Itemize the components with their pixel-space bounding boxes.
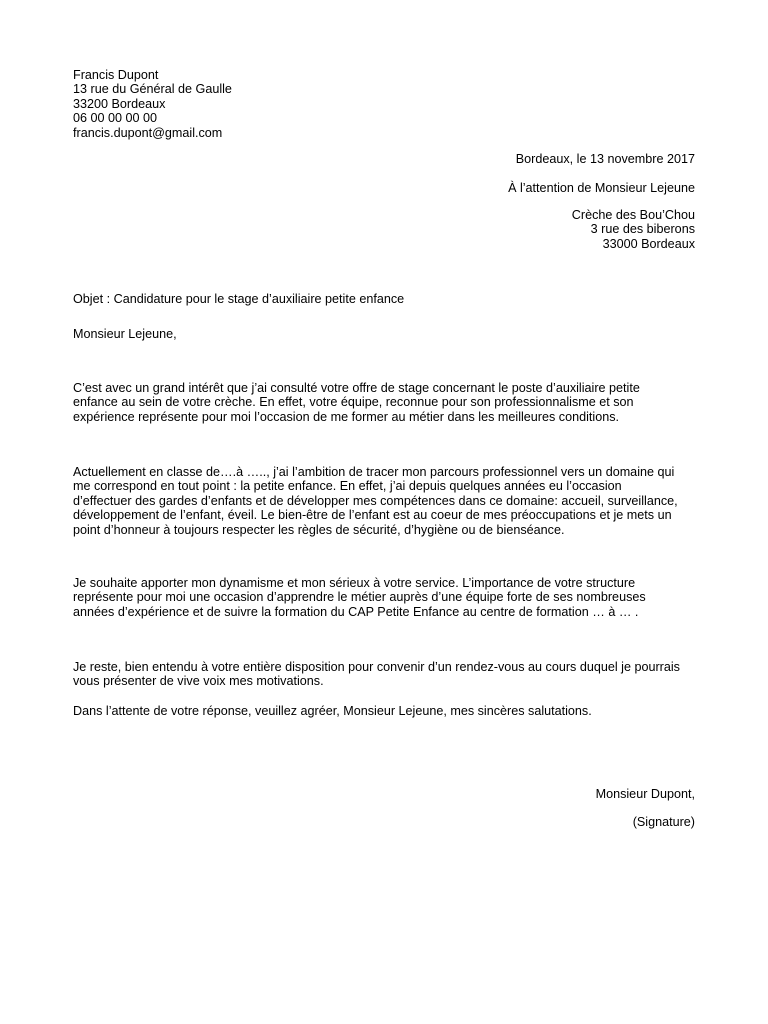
paragraph-line: Je souhaite apporter mon dynamisme et mon sérieux à votre service. L’importance de votre structure (73, 576, 636, 590)
signature-block (395, 815, 695, 829)
closing-name-block (395, 787, 695, 801)
attention-block (395, 181, 695, 195)
recipient-city: 33000 Bordeaux (602, 236, 695, 251)
paragraph-line: d’effectuer des gardes d’enfants et de développer mes compétences dans ce domaine: accueil, surveillance, (73, 493, 678, 508)
salutation: Monsieur Lejeune, (73, 327, 177, 341)
paragraph-closing (73, 704, 695, 718)
paragraph-line: Dans l’attente de votre réponse, veuillez agréer, Monsieur Lejeune, mes sincères salutations. (73, 704, 592, 718)
paragraph-line: représente pour moi une occasion d’apprendre le métier auprès d’une équipe forte de ses nombreuses (73, 590, 646, 605)
paragraph-line: Je reste, bien entendu à votre entière disposition pour convenir d’un rendez-vous au cours duquel je pourrais (73, 660, 680, 674)
paragraph-line: me correspond en tout point : la petite enfance. En effet, j’ai depuis quelques années eu l’occasion (73, 479, 622, 494)
sender-email: francis.dupont@gmail.com (73, 125, 223, 140)
sender-name: Francis Dupont (73, 68, 159, 82)
sender-city: 33200 Bordeaux (73, 96, 166, 111)
paragraph-interest (73, 381, 695, 424)
paragraph-line: expérience représente pour moi l’occasion de me former au métier dans les meilleures conditions. (73, 409, 619, 424)
paragraph-availability (73, 660, 695, 689)
sender-street: 13 rue du Général de Gaulle (73, 82, 232, 97)
subject-block (73, 292, 695, 306)
paragraph-line: enfance au sein de votre crèche. En effet, votre équipe, reconnue pour son professionnalisme et son (73, 395, 634, 410)
paragraph-line: point d’honneur à toujours respecter les règles de sécurité, d’hygiène ou de bienséance. (73, 522, 565, 537)
paragraph-line: C’est avec un grand intérêt que j’ai consulté votre offre de stage concernant le poste d’auxiliaire petite (73, 381, 640, 395)
recipient-address (395, 208, 695, 251)
sender-address (73, 68, 695, 140)
sender-phone: 06 00 00 00 00 (73, 111, 158, 126)
paragraph-motivation (73, 576, 695, 619)
recipient-street: 3 rue des biberons (590, 222, 695, 237)
paragraph-line: années d’expérience et de suivre la formation du CAP Petite Enfance au centre de formation … à … . (73, 604, 639, 619)
paragraph-line: développement de l’enfant, éveil. Le bien-être de l’enfant est au coeur de mes préoccupations et je mets un (73, 508, 672, 523)
paragraph-line: vous présenter de vive voix mes motivations. (73, 674, 324, 689)
place-date: Bordeaux, le 13 novembre 2017 (515, 152, 695, 166)
signature-placeholder: (Signature) (632, 815, 695, 829)
attention-line: À l’attention de Monsieur Lejeune (508, 181, 695, 195)
recipient-name: Crèche des Bou’Chou (571, 208, 695, 222)
closing-name: Monsieur Dupont, (595, 787, 695, 801)
salutation-block (73, 327, 695, 341)
subject-line: Objet : Candidature pour le stage d’auxiliaire petite enfance (73, 292, 405, 306)
place-date-block (395, 152, 695, 166)
paragraph-background (73, 465, 695, 537)
paragraph-line: Actuellement en classe de….à ….., j’ai l’ambition de tracer mon parcours professionnel vers un domaine qui (73, 465, 675, 479)
